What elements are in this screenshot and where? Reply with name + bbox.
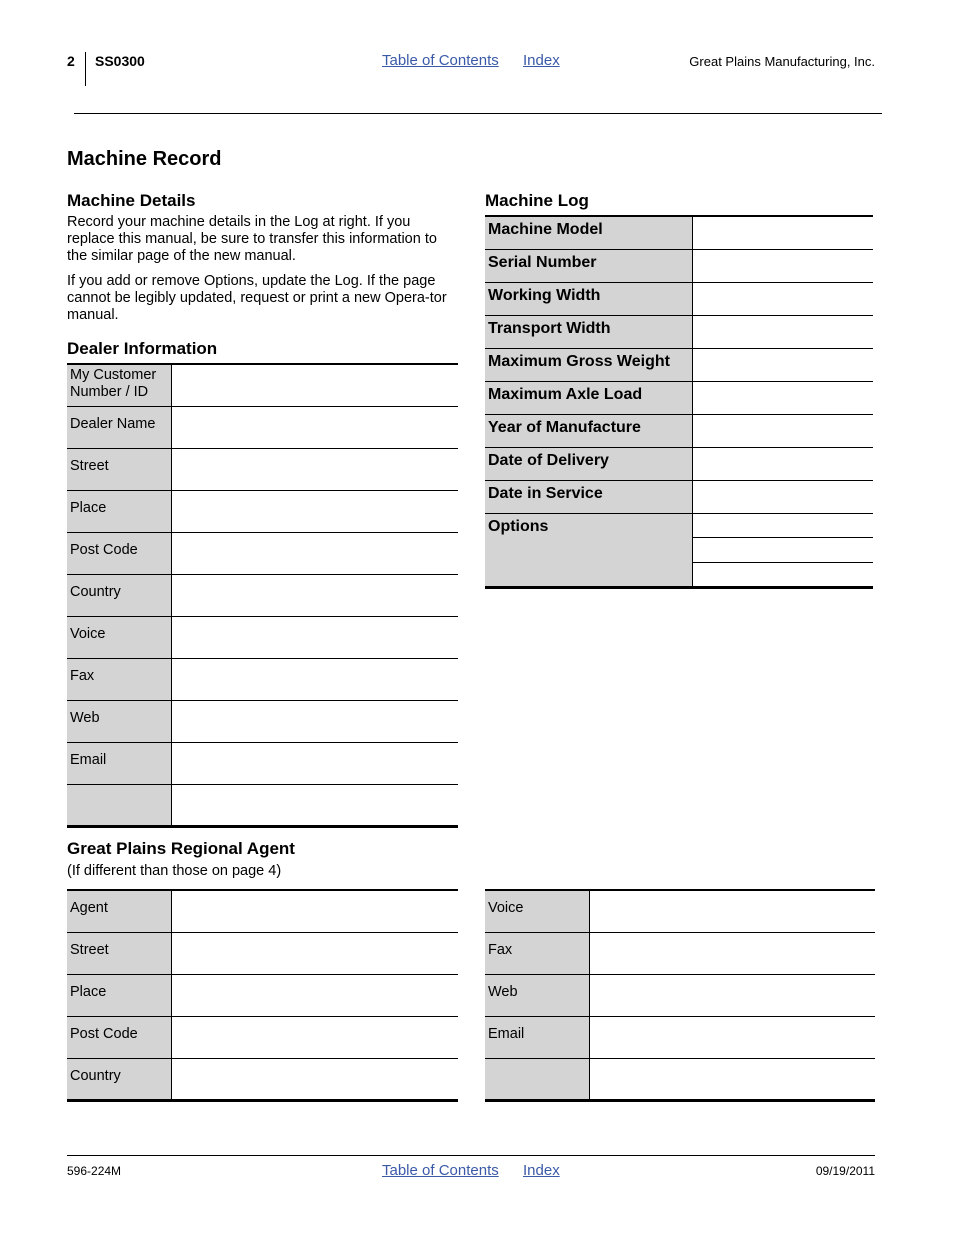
- agent-right-table: [485, 889, 875, 1102]
- machine-log-row: [485, 414, 873, 447]
- machine-log-value-field[interactable]: [692, 282, 873, 315]
- dealer-label: My Customer Number / ID: [67, 364, 171, 406]
- machine-log-row: [485, 447, 873, 480]
- agent-left-value-field[interactable]: [171, 1058, 458, 1100]
- machine-log-label: Machine Model: [485, 216, 692, 249]
- dealer-label: Web: [67, 700, 171, 742]
- machine-log-value-field[interactable]: [692, 414, 873, 447]
- agent-left-value-field[interactable]: [171, 974, 458, 1016]
- agent-left-label: Country: [67, 1058, 171, 1100]
- dealer-row: [67, 658, 458, 700]
- dealer-value-field[interactable]: [171, 784, 458, 826]
- dealer-row: [67, 574, 458, 616]
- dealer-row: [67, 406, 458, 448]
- machine-log-row: [485, 513, 873, 588]
- machine-log-label: Working Width: [485, 282, 692, 315]
- machine-log-row: [485, 348, 873, 381]
- machine-log-value-field[interactable]: [692, 216, 873, 249]
- machine-details-para-1: Record your machine details in the Log at right. If you replace this manual, be sure to transfer this information to the similar page of the new manual.: [67, 214, 437, 264]
- agent-left-row: [67, 890, 458, 932]
- machine-log-option-line[interactable]: [693, 563, 874, 587]
- dealer-value-field[interactable]: [171, 574, 458, 616]
- machine-log-label: Transport Width: [485, 315, 692, 348]
- agent-right-row: [485, 890, 875, 932]
- dealer-info-table: [67, 363, 458, 828]
- machine-log-heading: Machine Log: [485, 191, 589, 210]
- machine-log-table: [485, 215, 873, 589]
- dealer-value-field[interactable]: [171, 700, 458, 742]
- machine-log-row: [485, 249, 873, 282]
- agent-left-value-field[interactable]: [171, 1016, 458, 1058]
- machine-log-label: Serial Number: [485, 249, 692, 282]
- machine-log-row: [485, 282, 873, 315]
- dealer-value-field[interactable]: [171, 742, 458, 784]
- dealer-label: Place: [67, 490, 171, 532]
- agent-right-value-field[interactable]: [589, 1058, 875, 1100]
- agent-left-label: Place: [67, 974, 171, 1016]
- footer-date: 09/19/2011: [815, 1164, 875, 1178]
- agent-right-row: [485, 932, 875, 974]
- page-number: 2: [67, 53, 75, 69]
- machine-details-para-2: If you add or remove Options, update the Log. If the page cannot be legibly updated, request or print a new Opera-tor manual.: [67, 273, 447, 323]
- dealer-label: Post Code: [67, 532, 171, 574]
- machine-log-label: Year of Manufacture: [485, 414, 692, 447]
- machine-log-label: Date of Delivery: [485, 447, 692, 480]
- index-link-footer[interactable]: Index: [523, 1162, 560, 1179]
- agent-left-table: [67, 889, 458, 1102]
- doc-code: SS0300: [95, 53, 145, 69]
- machine-log-value-field[interactable]: [692, 249, 873, 282]
- machine-details-heading: Machine Details: [67, 191, 196, 210]
- company-name: Great Plains Manufacturing, Inc.: [689, 54, 875, 69]
- machine-log-label: Maximum Axle Load: [485, 381, 692, 414]
- agent-subheading: (If different than those on page 4): [67, 863, 282, 879]
- dealer-row: [67, 784, 458, 826]
- agent-left-value-field[interactable]: [171, 890, 458, 932]
- dealer-info-heading: Dealer Information: [67, 339, 218, 358]
- machine-log-row: [485, 381, 873, 414]
- agent-right-label: Email: [485, 1016, 589, 1058]
- machine-log-option-line[interactable]: [693, 514, 874, 539]
- dealer-label: Voice: [67, 616, 171, 658]
- agent-left-label: Agent: [67, 890, 171, 932]
- dealer-label: [67, 784, 171, 826]
- machine-log-label: Options: [485, 513, 692, 588]
- dealer-value-field[interactable]: [171, 406, 458, 448]
- machine-log-value-field[interactable]: [692, 480, 873, 513]
- dealer-label: Email: [67, 742, 171, 784]
- dealer-row: [67, 742, 458, 784]
- machine-log-label: Date in Service: [485, 480, 692, 513]
- machine-log-row: [485, 315, 873, 348]
- agent-left-row: [67, 1016, 458, 1058]
- agent-right-label: Voice: [485, 890, 589, 932]
- footer-doc-number: 596-224M: [67, 1164, 122, 1178]
- page-title: Machine Record: [67, 148, 222, 170]
- machine-log-value-field[interactable]: [692, 348, 873, 381]
- agent-right-label: Web: [485, 974, 589, 1016]
- agent-left-row: [67, 974, 458, 1016]
- agent-heading: Great Plains Regional Agent: [67, 839, 295, 858]
- header-divider: [85, 52, 86, 86]
- footer-rule: [67, 1155, 875, 1156]
- dealer-label: Country: [67, 574, 171, 616]
- agent-right-label: [485, 1058, 589, 1100]
- machine-log-value-field[interactable]: [692, 513, 873, 588]
- agent-left-row: [67, 1058, 458, 1100]
- agent-right-row: [485, 974, 875, 1016]
- agent-right-row: [485, 1058, 875, 1100]
- dealer-value-field[interactable]: [171, 490, 458, 532]
- machine-log-value-field[interactable]: [692, 447, 873, 480]
- agent-right-value-field[interactable]: [589, 890, 875, 932]
- dealer-value-field[interactable]: [171, 532, 458, 574]
- machine-log-row: [485, 216, 873, 249]
- agent-left-label: Street: [67, 932, 171, 974]
- dealer-value-field[interactable]: [171, 616, 458, 658]
- dealer-label: Dealer Name: [67, 406, 171, 448]
- agent-right-row: [485, 1016, 875, 1058]
- toc-link-footer[interactable]: Table of Contents: [382, 1162, 499, 1179]
- agent-right-value-field[interactable]: [589, 974, 875, 1016]
- agent-left-value-field[interactable]: [171, 932, 458, 974]
- toc-link-header[interactable]: Table of Contents: [382, 52, 499, 69]
- dealer-row: [67, 448, 458, 490]
- dealer-value-field[interactable]: [171, 448, 458, 490]
- dealer-row: [67, 532, 458, 574]
- agent-right-value-field[interactable]: [589, 1016, 875, 1058]
- machine-log-row: [485, 480, 873, 513]
- agent-left-label: Post Code: [67, 1016, 171, 1058]
- machine-log-label: Maximum Gross Weight: [485, 348, 692, 381]
- dealer-value-field[interactable]: [171, 658, 458, 700]
- machine-log-value-field[interactable]: [692, 315, 873, 348]
- header-rule: [74, 113, 882, 114]
- dealer-label: Street: [67, 448, 171, 490]
- dealer-row: [67, 364, 458, 406]
- agent-left-row: [67, 932, 458, 974]
- agent-right-value-field[interactable]: [589, 932, 875, 974]
- dealer-row: [67, 616, 458, 658]
- index-link-header[interactable]: Index: [523, 52, 560, 69]
- agent-right-label: Fax: [485, 932, 589, 974]
- dealer-row: [67, 490, 458, 532]
- dealer-value-field[interactable]: [171, 364, 458, 406]
- machine-log-value-field[interactable]: [692, 381, 873, 414]
- machine-log-option-line[interactable]: [693, 538, 874, 563]
- dealer-label: Fax: [67, 658, 171, 700]
- dealer-row: [67, 700, 458, 742]
